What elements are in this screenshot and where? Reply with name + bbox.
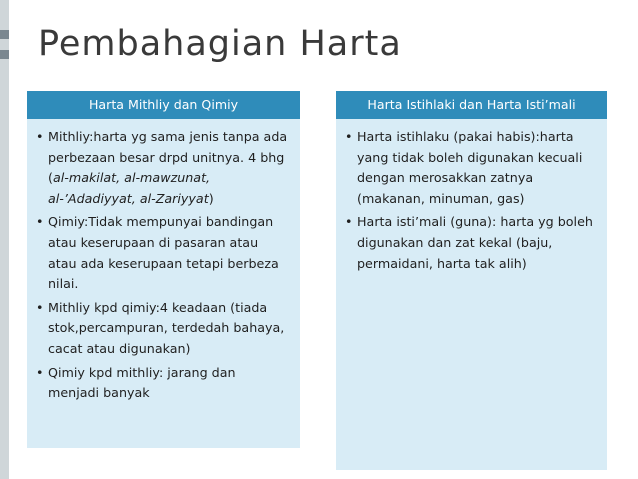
bullet-icon: •	[345, 129, 353, 144]
left-column-header: Harta Mithliy dan Qimiy	[27, 91, 300, 119]
list-item	[36, 298, 288, 360]
item-text-italic: al-makilat, al-mawzunat, al-’Adadiyyat, al-Zariyyat	[48, 170, 211, 206]
list-item	[36, 212, 288, 294]
bullet-icon: •	[36, 214, 44, 230]
item-text: Harta isti’mali (guna): harta yg boleh digunakan dan zat kekal (baju, permaidani, harta tak alih)	[357, 214, 593, 271]
item-text: Harta istihlaku (pakai habis):harta yang tidak boleh digunakan kecuali dengan merosakkan zatnya (makanan, minuman, gas)	[357, 129, 583, 206]
right-bullet-list	[345, 127, 595, 274]
left-column	[27, 91, 300, 448]
decorative-side-bar	[0, 0, 9, 479]
item-text: Qimiy kpd mithliy: jarang dan menjadi banyak	[48, 364, 236, 401]
right-column-header: Harta Istihlaki dan Harta Isti’mali	[336, 91, 607, 119]
bullet-icon: •	[36, 129, 44, 144]
bullet-icon: •	[36, 364, 44, 380]
item-text: Mithliy kpd qimiy:4 keadaan (tiada stok,percampuran, terdedah bahaya, cacat atau digunakan)	[48, 299, 285, 356]
right-column-body	[336, 119, 607, 470]
decorative-stripe	[0, 30, 9, 39]
list-item	[36, 363, 288, 404]
list-item	[345, 127, 595, 209]
left-bullet-list	[36, 127, 288, 404]
right-column	[336, 91, 607, 470]
list-item	[345, 212, 595, 274]
decorative-stripe	[0, 50, 9, 59]
left-column-body	[27, 119, 300, 448]
item-text: Qimiy:Tidak mempunyai bandingan atau keserupaan di pasaran atau atau ada keserupaan tetapi berbeza nilai.	[48, 214, 279, 292]
item-text: Mithliy:harta yg sama jenis tanpa ada perbezaan besar drpd unitnya. 4 bhg (	[48, 129, 288, 186]
slide-title: Pembahagian Harta	[38, 24, 402, 64]
bullet-icon: •	[345, 214, 353, 230]
list-item	[36, 127, 288, 209]
bullet-icon: •	[36, 299, 44, 315]
item-text-after: )	[208, 190, 214, 206]
